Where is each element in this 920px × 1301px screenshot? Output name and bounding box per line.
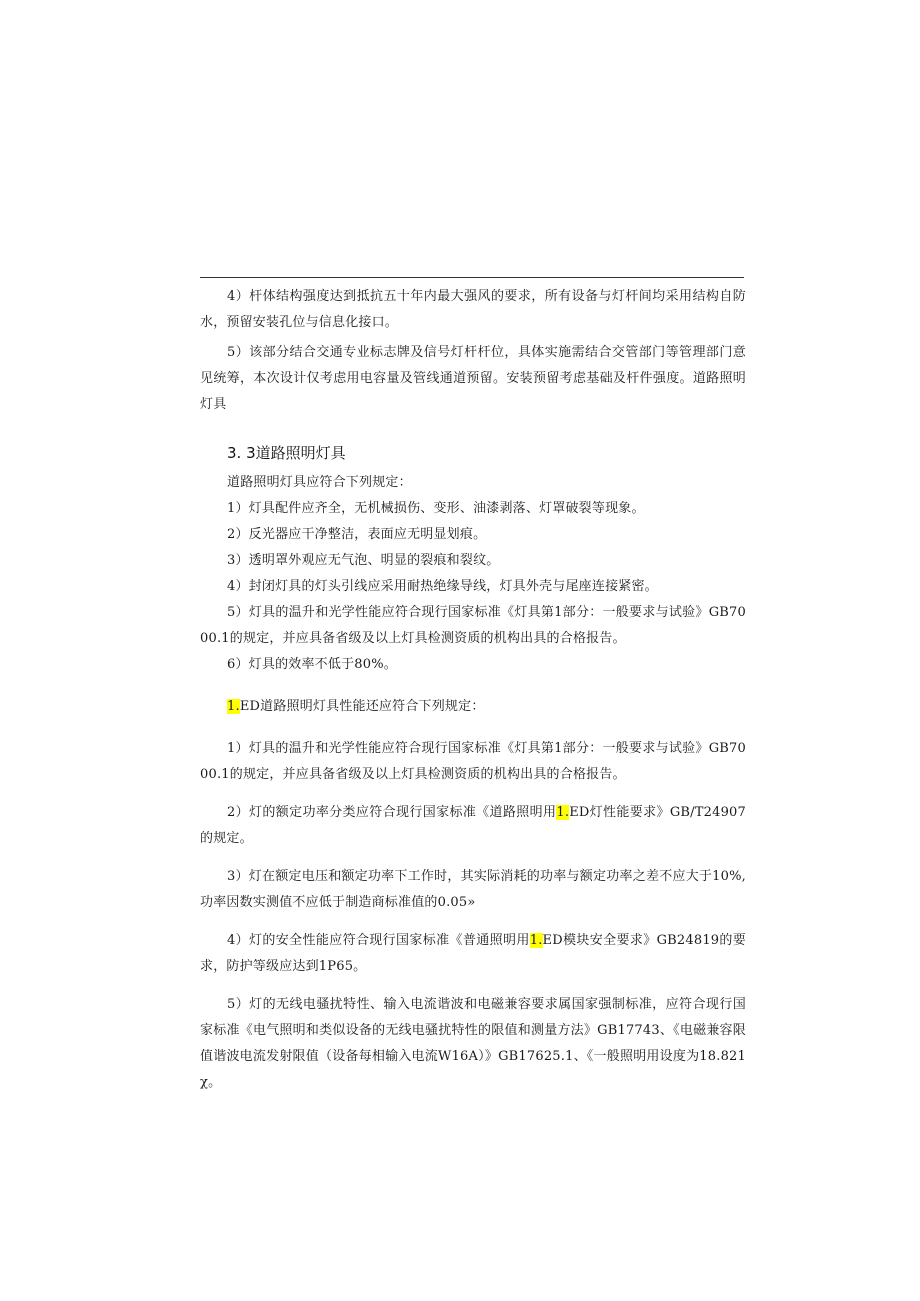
section-heading: 3. 3道路照明灯具 (227, 444, 346, 462)
highlight-mark: 1. (556, 805, 570, 820)
list-item: 2）反光器应干净整洁，表面应无明显划痕。 (227, 527, 487, 542)
led-item-5: 5）灯的无线电骚扰特性、输入电流谐波和电磁兼容要求属国家强制标准，应符合现行国家标准《电气照明和类似设备的无线电骚扰特性的限值和测量方法》GB17743、《电磁兼容限值谐波电流发射限值（设备每相输入电流W16A）》GB17625.1、《一般照明用设度为18.821χ。 (200, 997, 746, 1090)
led-item-2-text-a: 2）灯的额定功率分类应符合现行国家标准《道路照明用 (227, 805, 557, 820)
list-item: 4）封闭灯具的灯头引线应采用耐热绝缘导线，灯具外壳与尾座连接紧密。 (227, 579, 658, 594)
list-item: 3）透明罩外观应无气泡、明显的裂痕和裂纹。 (227, 553, 500, 568)
led-item-2-text-b: ED灯性能要求》GB/T24907的规定。 (200, 805, 746, 846)
list-item: 5）灯具的温升和光学性能应符合现行国家标准《灯具第1部分：一般要求与试验》GB7000.1的规定，并应具备省级及以上灯具检测资质的机构出具的合格报告。 (200, 605, 746, 646)
led-item-2 (200, 800, 746, 852)
list-item: 6）灯具的效率不低于80%。 (227, 657, 397, 672)
header-rule (200, 277, 744, 278)
paragraph-pole-strength: 4）杆体结构强度达到抵抗五十年内最大强风的要求，所有设备与灯杆间均采用结构自防水，预留安装孔位与信息化接口。 (200, 289, 746, 330)
led-item-1: 1）灯具的温升和光学性能应符合现行国家标准《灯具第1部分：一般要求与试验》GB7000.1的规定，并应具备省级及以上灯具检测资质的机构出具的合格报告。 (200, 741, 746, 782)
led-item-4-text-b: ED模块安全要求》GB24819的要求，防护等级应达到1P65。 (200, 933, 747, 974)
section-intro: 道路照明灯具应符合下列规定： (227, 475, 412, 490)
paragraph-traffic-coordination: 5）该部分结合交通专业标志牌及信号灯杆杆位，具体实施需结合交管部门等管理部门意见统筹，本次设计仅考虑用电容量及管线通道预留。安装预留考虑基础及杆件强度。道路照明灯具 (200, 345, 746, 412)
led-item-4 (200, 928, 746, 980)
list-item: 1）灯具配件应齐全，无机械损伤、变形、油漆剥落、灯罩破裂等现象。 (227, 501, 645, 516)
led-intro-text: ED道路照明灯具性能还应符合下列规定： (239, 699, 485, 714)
led-intro (200, 694, 746, 720)
document-body (200, 284, 746, 1096)
highlight-mark: 1. (529, 933, 543, 948)
led-item-4-text-a: 4）灯的安全性能应符合现行国家标准《普通照明用 (227, 933, 530, 948)
led-item-3: 3）灯在额定电压和额定功率下工作时，其实际消耗的功率与额定功率之差不应大于10%,功率因数实测值不应低于制造商标准值的0.05» (200, 869, 746, 910)
highlight-mark: 1. (227, 699, 240, 714)
